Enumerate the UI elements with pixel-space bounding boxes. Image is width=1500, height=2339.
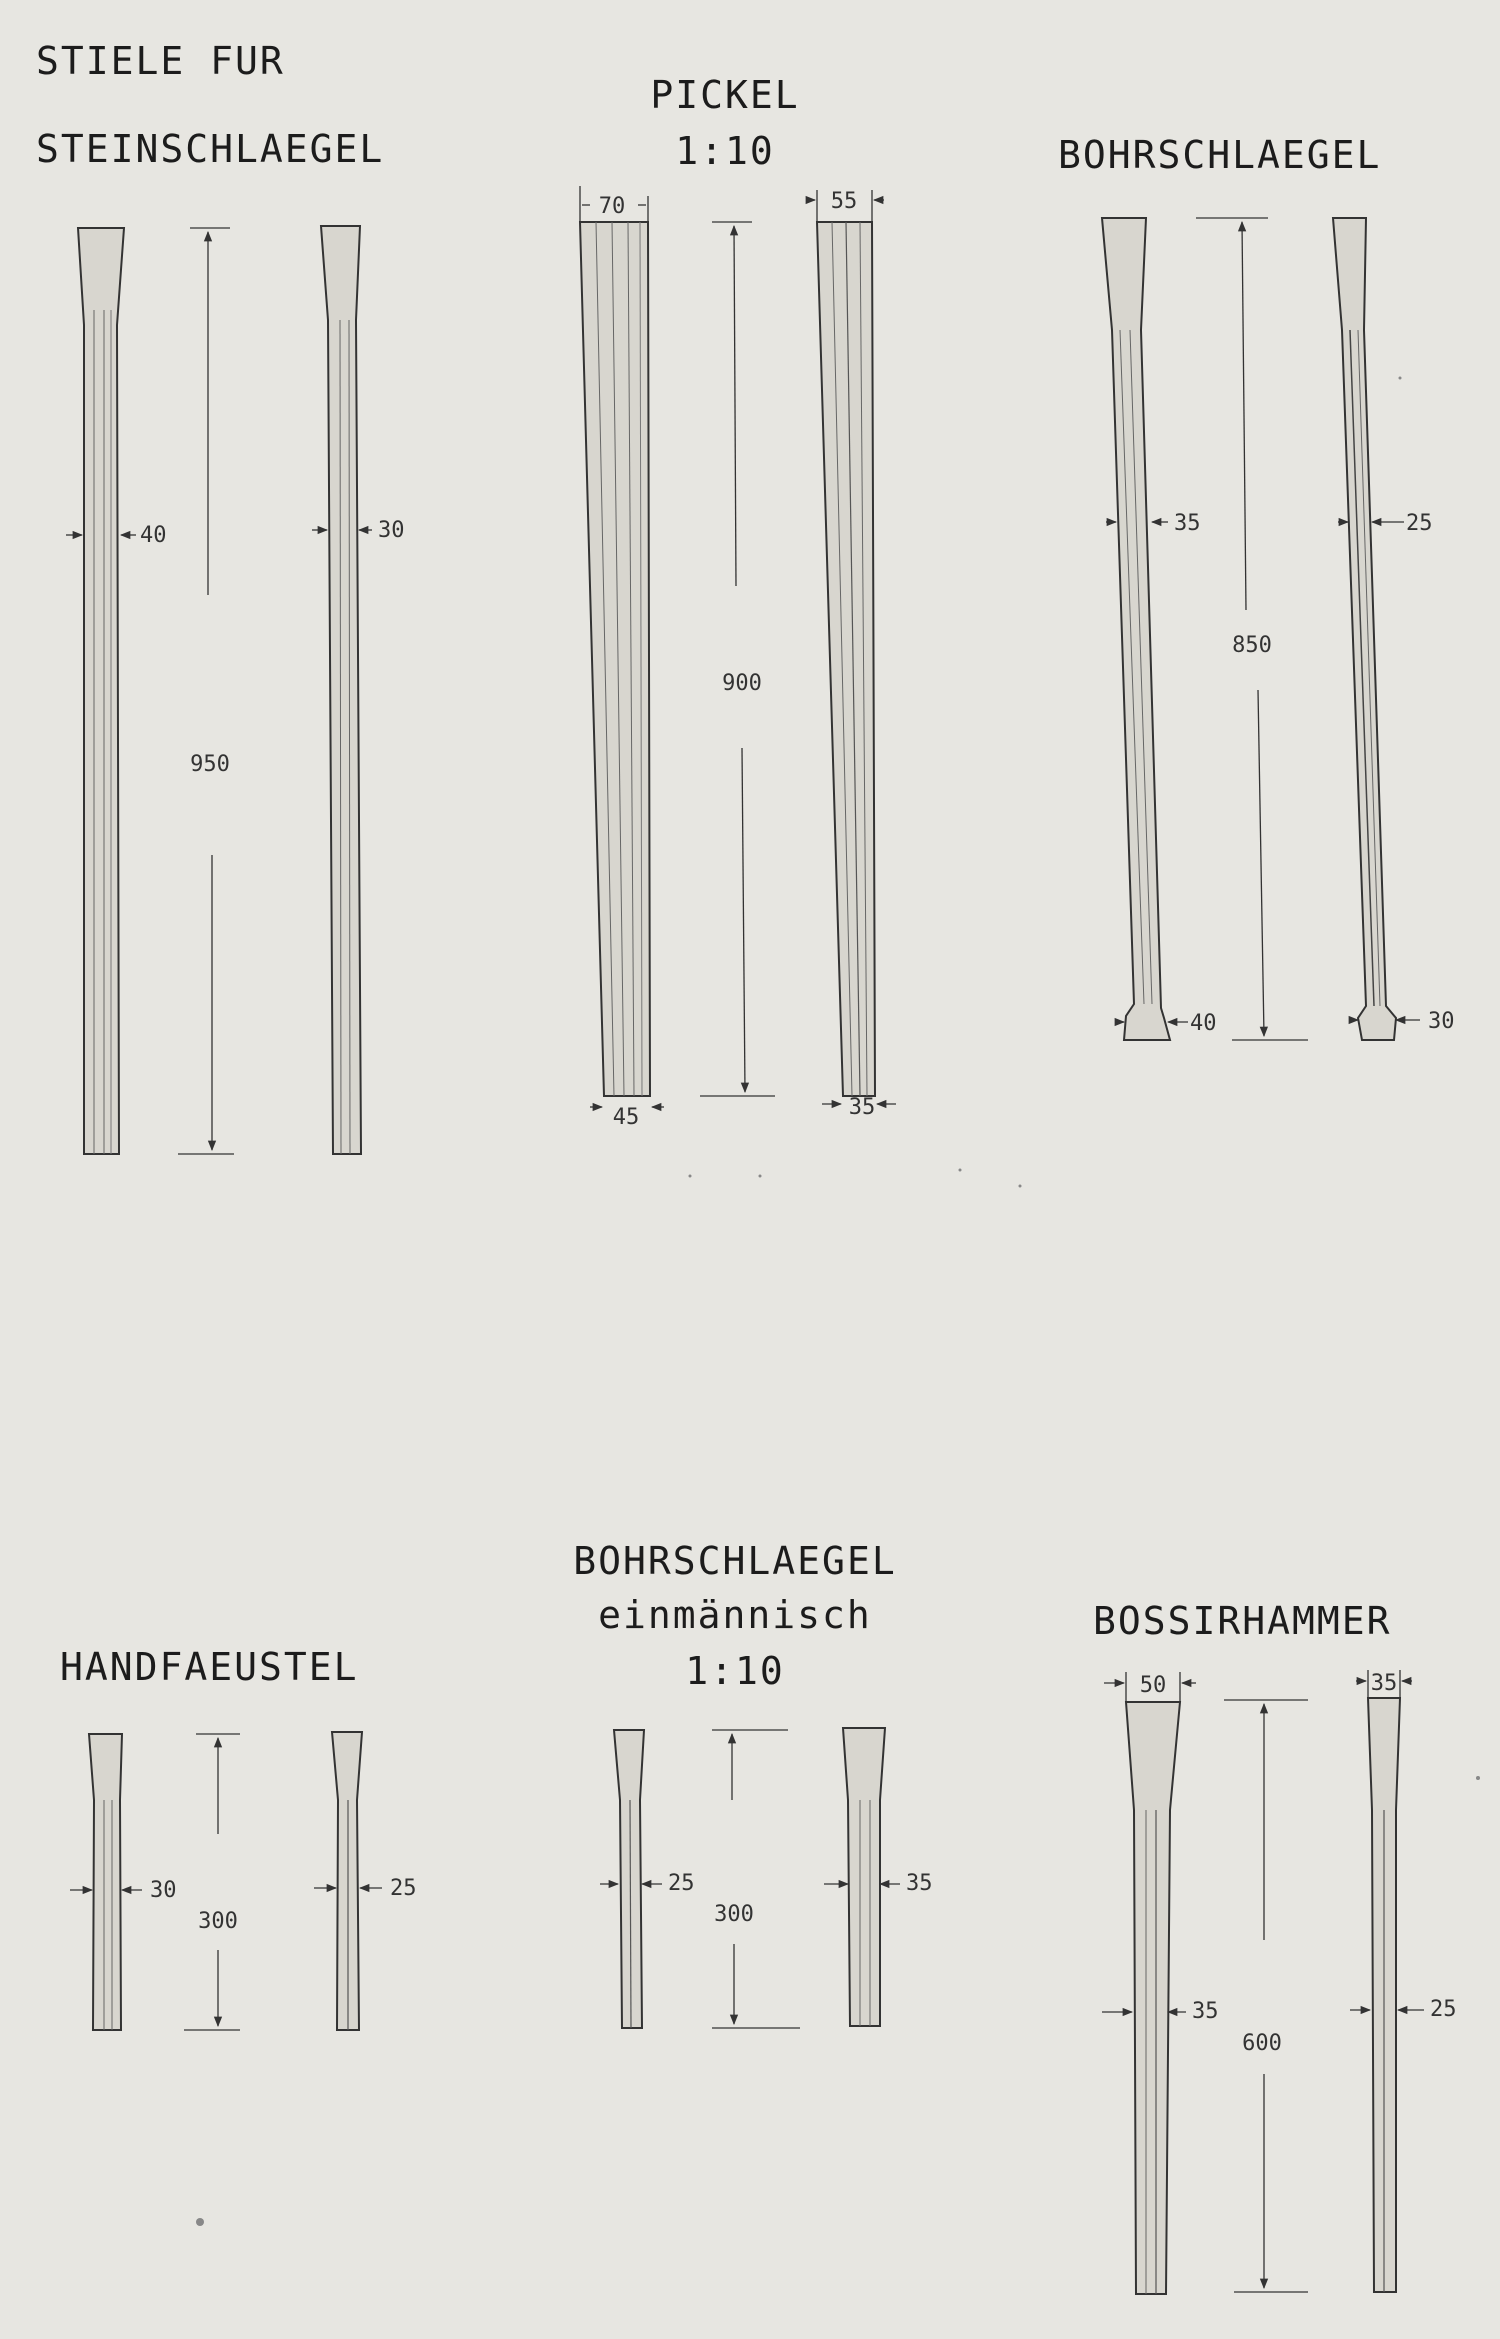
bossirhammer-length-dimension bbox=[1224, 1700, 1308, 2292]
handfaeustel-title: HANDFAEUSTEL bbox=[60, 1645, 359, 1689]
pickel-group bbox=[580, 186, 896, 1130]
bohrschlaegel-handle-side bbox=[1333, 218, 1396, 1040]
pickel-dim-length: 900 bbox=[722, 671, 762, 696]
steinschlaegel-title-line2: STEINSCHLAEGEL bbox=[36, 127, 385, 171]
steinschlaegel-dim-side: 30 bbox=[378, 518, 405, 543]
handfaeustel-dim-length: 300 bbox=[198, 1909, 238, 1934]
steinschlaegel-dim-length: 950 bbox=[190, 752, 230, 777]
bohrschlaegel-dim-bottom-side: 30 bbox=[1428, 1009, 1455, 1034]
steinschlaegel-handle-side bbox=[321, 226, 361, 1154]
bohrschlaegel-length-dimension bbox=[1196, 218, 1308, 1040]
pickel-handle-side bbox=[817, 222, 875, 1096]
bossirhammer-dim-mid-side: 25 bbox=[1430, 1997, 1457, 2022]
handfaeustel-dim-front: 30 bbox=[150, 1878, 177, 1903]
bohrschlaegel-einm-length-dimension bbox=[712, 1730, 800, 2028]
bossirhammer-title: BOSSIRHAMMER bbox=[1093, 1599, 1392, 1643]
handfaeustel-length-dimension bbox=[184, 1734, 240, 2030]
steinschlaegel-handle-front bbox=[78, 228, 124, 1154]
bohrschlaegel-einm-title-line2: einmännisch bbox=[598, 1593, 872, 1637]
bohrschlaegel-dim-length: 850 bbox=[1232, 633, 1272, 658]
bohrschlaegel-dim-bottom-front: 40 bbox=[1190, 1011, 1217, 1036]
bohrschlaegel-einm-dim-front: 25 bbox=[668, 1871, 695, 1896]
steinschlaegel-dim-front: 40 bbox=[140, 523, 167, 548]
bohrschlaegel-handle-front bbox=[1102, 218, 1170, 1040]
bossirhammer-dim-top-front: 50 bbox=[1139, 1673, 1167, 1698]
pickel-title: PICKEL bbox=[650, 73, 800, 117]
steinschlaegel-group bbox=[66, 226, 405, 1154]
pickel-scale: 1:10 bbox=[675, 129, 775, 173]
pickel-dim-bottom-side: 35 bbox=[848, 1095, 876, 1120]
bohrschlaegel-einm-group bbox=[600, 1728, 933, 2028]
bohrschlaegel-group bbox=[1102, 218, 1455, 1040]
bossirhammer-dim-length: 600 bbox=[1242, 2031, 1282, 2056]
handfaeustel-handle-side bbox=[332, 1732, 362, 2030]
pickel-handle-front bbox=[580, 222, 650, 1096]
bohrschlaegel-einm-handle-front bbox=[614, 1730, 644, 2028]
handfaeustel-handle-front bbox=[89, 1734, 122, 2030]
pickel-length-dimension bbox=[700, 222, 775, 1096]
handfaeustel-dim-side: 25 bbox=[390, 1876, 417, 1901]
bohrschlaegel-einm-dim-length: 300 bbox=[714, 1902, 754, 1927]
bohrschlaegel-dim-mid-front: 35 bbox=[1174, 511, 1201, 536]
bossirhammer-dim-mid-front: 35 bbox=[1192, 1999, 1219, 2024]
pickel-dim-top-side: 55 bbox=[830, 189, 858, 214]
pickel-dim-bottom-front: 45 bbox=[612, 1105, 640, 1130]
bohrschlaegel-einm-handle-side bbox=[843, 1728, 885, 2026]
steinschlaegel-title-line1: STIELE FUR bbox=[36, 39, 285, 83]
bossirhammer-group bbox=[1102, 1670, 1457, 2294]
bohrschlaegel-einm-dim-side: 35 bbox=[906, 1871, 933, 1896]
bohrschlaegel-einm-scale: 1:10 bbox=[685, 1649, 785, 1693]
bohrschlaegel-title: BOHRSCHLAEGEL bbox=[1058, 133, 1382, 177]
bossirhammer-handle-front bbox=[1126, 1702, 1180, 2294]
steinschlaegel-length-dimension bbox=[178, 228, 234, 1154]
bohrschlaegel-einm-title-line1: BOHRSCHLAEGEL bbox=[573, 1539, 897, 1583]
pickel-dim-top-front: 70 bbox=[598, 194, 626, 219]
bossirhammer-handle-side bbox=[1368, 1698, 1400, 2292]
bossirhammer-dim-top-side: 35 bbox=[1370, 1671, 1398, 1696]
handfaeustel-group bbox=[70, 1732, 417, 2030]
bohrschlaegel-dim-mid-side: 25 bbox=[1406, 511, 1433, 536]
